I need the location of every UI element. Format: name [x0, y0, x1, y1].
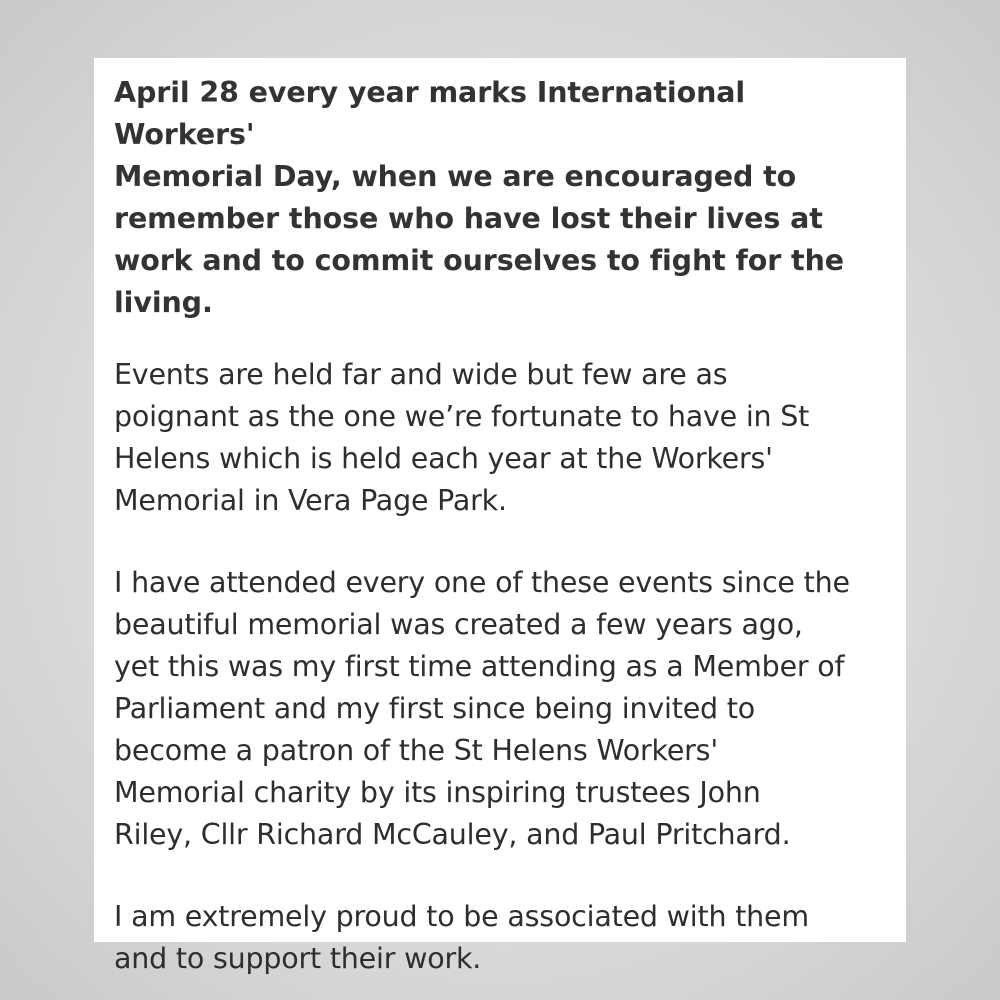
text-card: [94, 58, 906, 975]
body-paragraph-closing: I am extremely proud to be associated with them and to support their work.: [114, 900, 809, 975]
lead-paragraph: April 28 every year marks International Workers' Memorial Day, when we are encouraged to remember those who have lost their lives at work and to commit ourselves to fight for the living.: [114, 76, 845, 319]
body-paragraph-events: Events are held far and wide but few are as poignant as the one we’re fortunate to have in St Helens which is held each year at the Workers' Memorial in Vera Page Park.: [114, 358, 810, 517]
body-paragraph-attendance: I have attended every one of these events since the beautiful memorial was created a few years ago, yet this was my first time attending as a Member of Parliament and my first since being invited to become a patron of the St Helens Workers' Memorial charity by its inspiring trustees John Riley, Cllr Richard McCauley, and Paul Pritchard.: [114, 566, 850, 851]
